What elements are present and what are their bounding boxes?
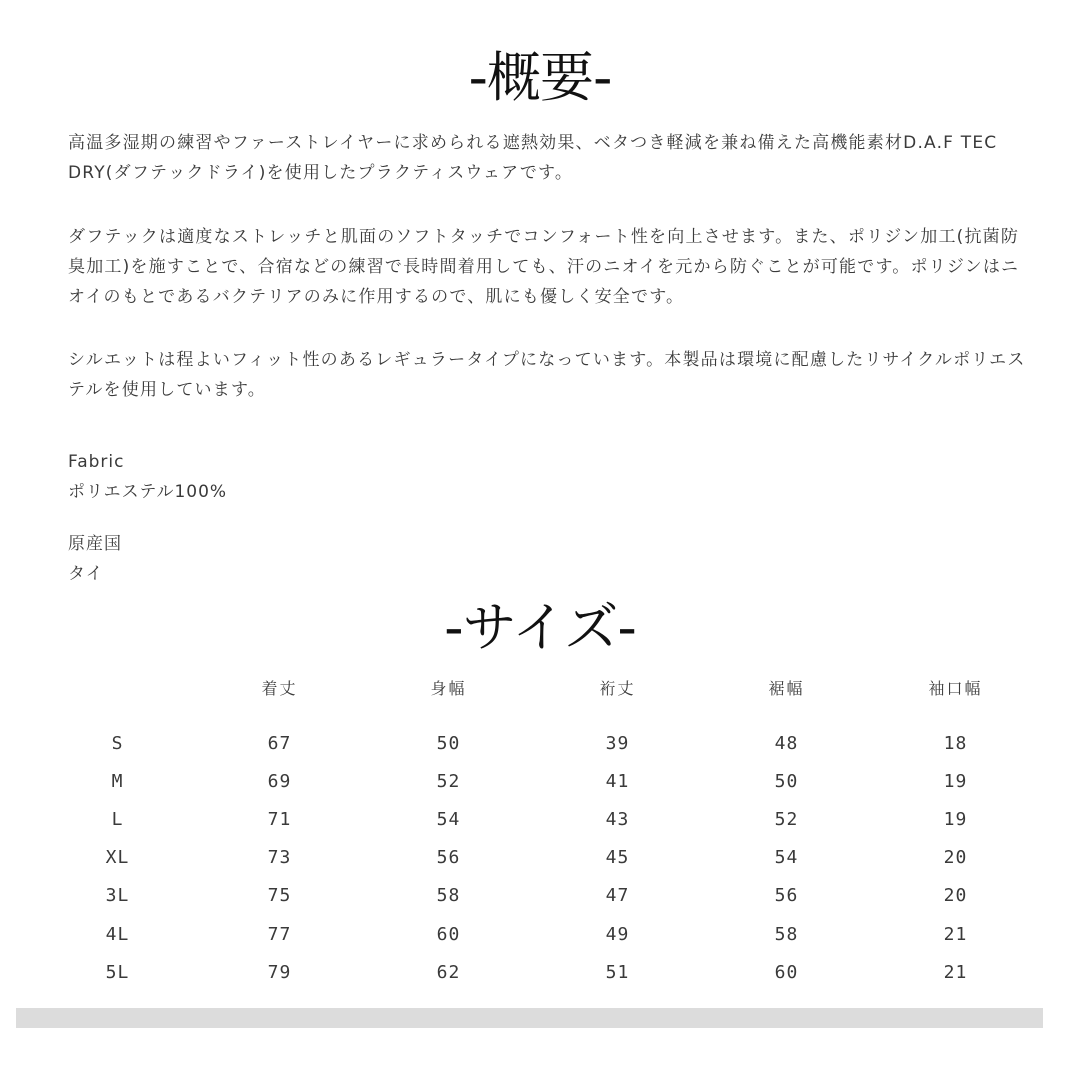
measurement-cell: 39	[605, 732, 630, 754]
origin-value: タイ	[68, 564, 104, 584]
measurement-cell: 19	[943, 770, 968, 792]
table-row	[40, 915, 1040, 953]
measurement-cell: 50	[436, 732, 461, 754]
description-paragraph: 高温多湿期の練習やファーストレイヤーに求められる遮熱効果、ベタつき軽減を兼ね備えた高機能素材D.A.F TEC DRY(ダフテックドライ)を使用したプラクティスウェアです。	[68, 133, 998, 183]
measurement-cell: 41	[605, 770, 630, 792]
measurement-cell: 54	[774, 847, 799, 869]
size-label-cell: L	[111, 808, 124, 830]
measurement-cell: 45	[605, 847, 630, 869]
measurement-cell: 50	[774, 770, 799, 792]
measurement-cell: 77	[267, 923, 292, 945]
column-header: 身幅	[430, 678, 467, 698]
measurement-cell: 60	[436, 923, 461, 945]
fabric-info	[68, 447, 227, 507]
measurement-cell: 20	[943, 847, 968, 869]
measurement-cell: 67	[267, 732, 292, 754]
measurement-cell: 49	[605, 923, 630, 945]
measurement-cell: 54	[436, 808, 461, 830]
column-header: 裄丈	[599, 678, 636, 698]
measurement-cell: 62	[436, 961, 461, 983]
measurement-cell: 56	[774, 885, 799, 907]
measurement-cell: 20	[943, 885, 968, 907]
origin-info	[68, 529, 122, 589]
table-row	[40, 800, 1040, 838]
size-label-cell: XL	[105, 847, 130, 869]
table-row	[40, 953, 1040, 991]
bottom-bar	[16, 1008, 1043, 1028]
size-label-cell: S	[111, 732, 124, 754]
origin-label: 原産国	[68, 534, 122, 554]
measurement-cell: 48	[774, 732, 799, 754]
table-row	[40, 839, 1040, 877]
size-heading: -サイズ-	[444, 596, 636, 659]
size-label-cell: 4L	[105, 923, 130, 945]
measurement-cell: 52	[436, 770, 461, 792]
measurement-cell: 58	[774, 923, 799, 945]
column-header: 裾幅	[768, 678, 805, 698]
measurement-cell: 21	[943, 961, 968, 983]
measurement-cell: 60	[774, 961, 799, 983]
measurement-cell: 71	[267, 808, 292, 830]
column-header: 袖口幅	[928, 678, 983, 698]
measurement-cell: 52	[774, 808, 799, 830]
measurement-cell: 75	[267, 885, 292, 907]
table-row	[40, 762, 1040, 800]
measurement-cell: 79	[267, 961, 292, 983]
size-label-cell: 3L	[105, 885, 130, 907]
overview-heading: -概要-	[468, 46, 612, 109]
measurement-cell: 51	[605, 961, 630, 983]
size-table-header	[40, 668, 1040, 706]
size-table	[40, 668, 1040, 991]
measurement-cell: 58	[436, 885, 461, 907]
size-label-cell: 5L	[105, 961, 130, 983]
fabric-label: Fabric	[68, 452, 125, 472]
measurement-cell: 73	[267, 847, 292, 869]
measurement-cell: 47	[605, 885, 630, 907]
measurement-cell: 18	[943, 732, 968, 754]
description-paragraph: シルエットは程よいフィット性のあるレギュラータイプになっています。本製品は環境に配慮したリサイクルポリエステルを使用しています。	[68, 350, 1026, 400]
measurement-cell: 19	[943, 808, 968, 830]
size-label-cell: M	[111, 770, 124, 792]
measurement-cell: 56	[436, 847, 461, 869]
table-row	[40, 877, 1040, 915]
description-paragraph: ダフテックは適度なストレッチと肌面のソフトタッチでコンフォート性を向上させます。また、ポリジン加工(抗菌防臭加工)を施すことで、合宿などの練習で長時間着用しても、汗のニオイを元から防ぐことが可能です。ポリジンはニオイのもとであるバクテリアのみに作用するので、肌にも優しく安全です。	[68, 227, 1020, 307]
column-header-size	[40, 668, 195, 706]
measurement-cell: 21	[943, 923, 968, 945]
table-row	[40, 724, 1040, 762]
measurement-cell: 43	[605, 808, 630, 830]
fabric-value: ポリエステル100%	[68, 482, 228, 502]
measurement-cell: 69	[267, 770, 292, 792]
column-header: 着丈	[261, 678, 298, 698]
